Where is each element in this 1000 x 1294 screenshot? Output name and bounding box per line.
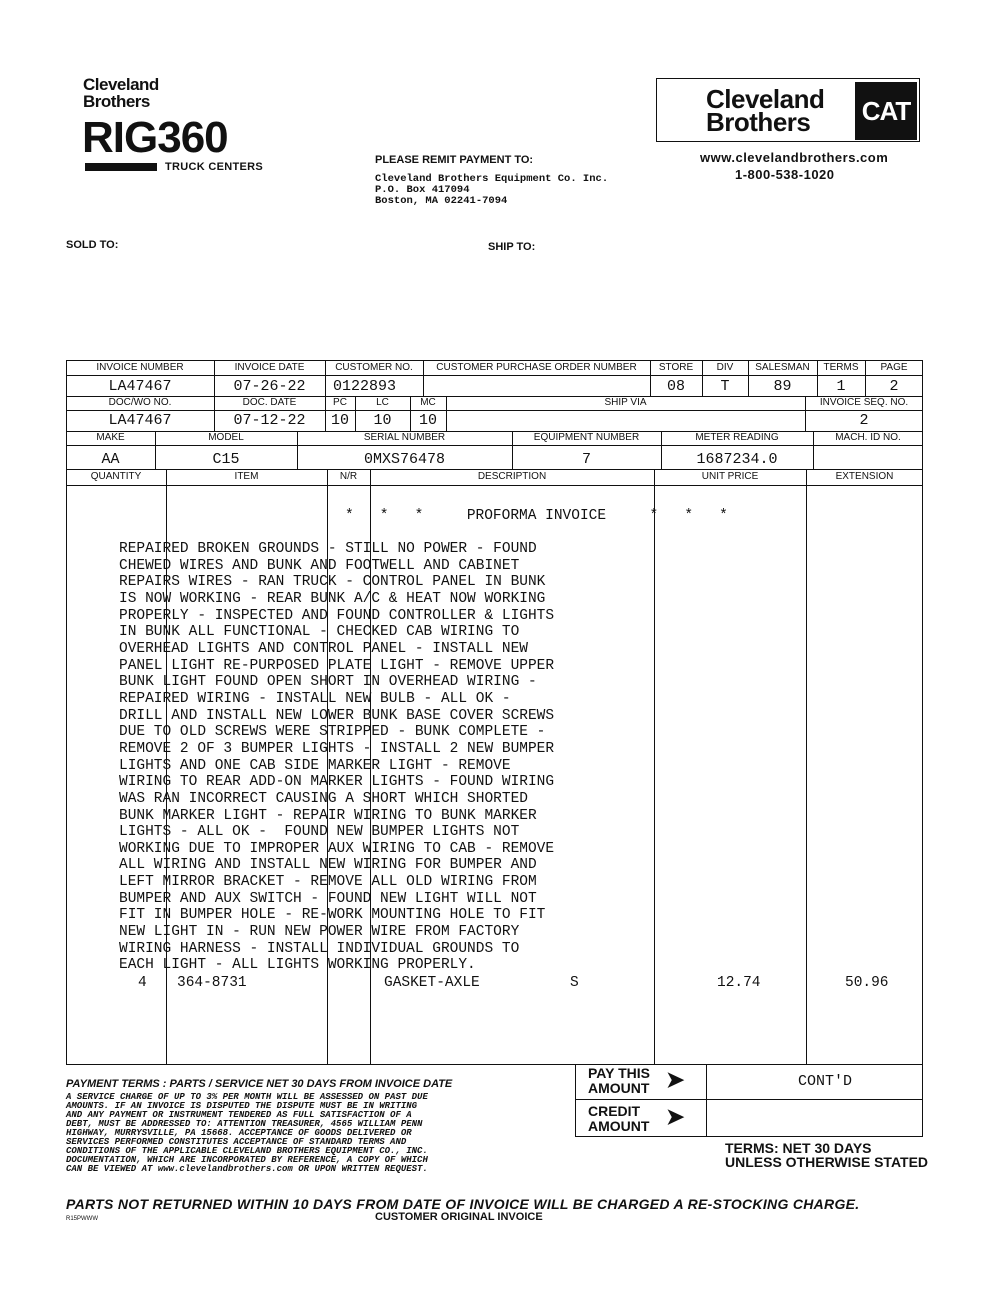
item-number: 364-8731 — [177, 975, 247, 991]
narrative-line: LIGHTS - ALL OK - FOUND NEW BUMPER LIGHTS NOT — [119, 824, 520, 841]
hdr-pc: PC — [333, 397, 347, 408]
copy-label: CUSTOMER ORIGINAL INVOICE — [375, 1211, 543, 1223]
logo-line2: Brothers — [83, 92, 150, 111]
credit-line1: CREDIT — [588, 1103, 641, 1119]
hdr-equipment: EQUIPMENT NUMBER — [533, 432, 640, 443]
narrative-line: WIRING HARNESS - INSTALL INDIVIDUAL GROUNDS TO — [119, 940, 520, 957]
narrative-line: WAS RAN INCORRECT CAUSING A SHORT WHICH SHORTED — [119, 790, 528, 807]
hdr-invoice-seq: INVOICE SEQ. NO. — [819, 397, 909, 408]
sold-to-label: SOLD TO: — [66, 239, 119, 251]
narrative-line: ALL WIRING AND INSTALL NEW WIRING FOR BUMPER AND — [119, 857, 537, 874]
credit-amount-label — [588, 1104, 649, 1134]
serial-number: 0MXS76478 — [363, 451, 445, 468]
arrow-right-icon: ➤ — [666, 1067, 685, 1092]
remit-address — [375, 174, 608, 207]
hdr-ship-via: SHIP VIA — [604, 397, 647, 408]
proforma-heading: * * * PROFORMA INVOICE * * * — [345, 508, 728, 524]
equipment-number: 7 — [581, 451, 591, 468]
payment-terms-title: PAYMENT TERMS : PARTS / SERVICE NET 30 DAYS FROM INVOICE DATE — [66, 1078, 453, 1090]
invoice-seq: 2 — [859, 412, 869, 429]
hdr-invoice-number: INVOICE NUMBER — [96, 362, 184, 373]
terms-line: AMOUNTS. IF AN INVOICE IS DISPUTED THE DISPUTE MUST BE IN WRITING — [66, 1101, 418, 1111]
model: C15 — [212, 451, 240, 468]
cat-logo: CAT — [855, 82, 917, 140]
arrow-right-icon: ➤ — [666, 1104, 685, 1129]
narrative-line: REPAIRED BROKEN GROUNDS - STILL NO POWER - FOUND — [119, 541, 537, 557]
doc-date: 07-12-22 — [233, 412, 306, 429]
hdr-div: DIV — [716, 362, 734, 373]
cb-logo-line2: Brothers — [706, 107, 811, 137]
remit-line3: Boston, MA 02241-7094 — [375, 195, 508, 207]
terms-line: CAN BE VIEWED AT www.clevelandbrothers.com OR UPON WRITTEN REQUEST. — [66, 1164, 428, 1174]
make: AA — [101, 451, 120, 468]
narrative-line: OVERHEAD LIGHTS AND CONTROL PANEL - INSTALL NEW — [119, 640, 528, 657]
ship-to-label: SHIP TO: — [488, 241, 536, 253]
terms: 1 — [836, 378, 846, 395]
item-unit-price: 12.74 — [717, 975, 761, 991]
net-terms-line2: UNLESS OTHERWISE STATED — [725, 1154, 929, 1170]
hdr-doc-date: DOC. DATE — [242, 397, 297, 408]
payment-terms-text — [66, 1093, 428, 1174]
narrative-line: DUE TO OLD SCREWS WERE STRIPPED - BUNK COMPLETE - — [119, 724, 546, 741]
credit-line2: AMOUNT — [588, 1118, 650, 1134]
narrative-line: WIRING TO REAR ADD-ON MARKER LIGHTS - FOUND WIRING — [119, 774, 555, 791]
narrative-line: REPAIRED WIRING - INSTALL NEW BULB - ALL OK - — [119, 690, 511, 707]
cb-logo-line1: Cleveland — [706, 84, 825, 114]
terms-line: HIGHWAY, MURRYSVILLE, PA 15668. ACCEPTANCE OF GOODS DELIVERED OR — [66, 1128, 412, 1138]
rig360-logo: RIG360 — [82, 113, 228, 162]
hdr-description: DESCRIPTION — [477, 471, 547, 482]
narrative-line: IN BUNK ALL FUNCTIONAL - CHECKED CAB WIRING TO — [119, 624, 520, 641]
invoice-date: 07-26-22 — [233, 378, 306, 395]
narrative-line: LEFT MIRROR BRACKET - REMOVE ALL OLD WIRING FROM — [119, 874, 537, 891]
hdr-meter: METER READING — [695, 432, 779, 443]
terms-line: A SERVICE CHARGE OF UP TO 3% PER MONTH WILL BE ASSESSED ON PAST DUE — [66, 1092, 428, 1102]
hdr-page: PAGE — [880, 362, 908, 373]
narrative-line: REPAIRS WIRES - RAN TRUCK - CONTROL PANEL IN BUNK — [119, 574, 546, 591]
narrative-line: BUNK LIGHT FOUND OPEN SHORT IN OVERHEAD WIRING - — [119, 674, 537, 691]
narrative-line: EACH LIGHT - ALL LIGHTS WORKING PROPERLY. — [119, 957, 476, 974]
narrative-line: DRILL AND INSTALL NEW LOWER BUNK BASE COVER SCREWS — [119, 707, 555, 724]
logo-line1: Cleveland — [83, 75, 159, 94]
cb-logo-text — [706, 84, 825, 137]
rig360-logo-cleveland — [83, 76, 159, 110]
hdr-terms: TERMS — [823, 362, 859, 373]
pay-this-line2: AMOUNT — [588, 1080, 650, 1096]
doc-wo-no: LA47467 — [108, 412, 172, 429]
terms-line: AND ANY PAYMENT OR INSTRUMENT TENDERED AS FULL SATISFACTION OF A — [66, 1110, 412, 1120]
restocking-warning: PARTS NOT RETURNED WITHIN 10 DAYS FROM DATE OF INVOICE WILL BE CHARGED A RE-STOCKING CHARGE. — [66, 1196, 860, 1212]
hdr-make: MAKE — [96, 432, 125, 443]
pc: 10 — [330, 412, 349, 429]
narrative-line: BUNK MARKER LIGHT - REPAIR WIRING TO BUNK MARKER — [119, 807, 537, 824]
hdr-mach-id: MACH. ID NO. — [835, 432, 901, 443]
narrative-line: WORKING DUE TO IMPROPER AUX WIRING TO CAB - REMOVE — [119, 840, 555, 857]
store: 08 — [666, 378, 685, 395]
hdr-mc: MC — [420, 397, 436, 408]
terms-line: CONDITIONS OF THE APPLICABLE CLEVELAND BROTHERS EQUIPMENT CO., INC. — [66, 1146, 428, 1156]
remit-line1: Cleveland Brothers Equipment Co. Inc. — [375, 173, 609, 185]
invoice-number: LA47467 — [108, 378, 172, 395]
website: www.clevelandbrothers.com — [700, 150, 889, 165]
narrative-line: LIGHTS AND ONE CAB SIDE MARKER LIGHT - REMOVE — [119, 757, 511, 774]
hdr-customer-no: CUSTOMER NO. — [335, 362, 413, 373]
hdr-unit-price: UNIT PRICE — [701, 471, 759, 482]
net-terms-line1: TERMS: NET 30 DAYS — [725, 1140, 872, 1156]
logo-bar — [85, 163, 157, 171]
narrative-line: BUMPER AND AUX SWITCH - FOUND NEW LIGHT WILL NOT — [119, 890, 537, 907]
phone-number: 1-800-538-1020 — [735, 167, 835, 182]
narrative-line: IS NOW WORKING - REAR BUNK A/C & HEAT NOW WORKING — [119, 590, 546, 607]
remit-line2: P.O. Box 417094 — [375, 184, 470, 196]
narrative-line: NEW LIGHT IN - RUN NEW POWER WIRE FROM FACTORY — [119, 924, 520, 941]
lc: 10 — [373, 412, 392, 429]
narrative-line: CHEWED WIRES AND BUNK AND FOOTWELL AND CABINET — [119, 557, 520, 574]
hdr-doc-wo: DOC/WO NO. — [108, 397, 172, 408]
hdr-quantity: QUANTITY — [90, 471, 142, 482]
hdr-po: CUSTOMER PURCHASE ORDER NUMBER — [436, 362, 637, 373]
terms-line: SERVICES PERFORMED CONSTITUTES ACCEPTANCE OF STANDARD TERMS AND — [66, 1137, 407, 1147]
hdr-item: ITEM — [234, 471, 259, 482]
hdr-serial: SERIAL NUMBER — [363, 432, 446, 443]
narrative-line: PROPERLY - INSPECTED AND FOUND CONTROLLER & LIGHTS — [119, 607, 555, 624]
terms-line: DOCUMENTATION, WHICH ARE INCORPORATED BY REFERENCE, A COPY OF WHICH — [66, 1155, 428, 1165]
item-quantity: 4 — [138, 975, 147, 991]
truck-centers-label: TRUCK CENTERS — [165, 161, 264, 173]
work-narrative — [119, 541, 554, 974]
meter-reading: 1687234.0 — [696, 451, 778, 468]
hdr-salesman: SALESMAN — [755, 362, 810, 373]
hdr-model: MODEL — [208, 432, 244, 443]
narrative-line: FIT IN BUMPER HOLE - RE-WORK MOUNTING HOLE TO FIT — [119, 907, 546, 924]
pay-this-amount-label — [588, 1066, 650, 1096]
hdr-store: STORE — [658, 362, 694, 373]
hdr-invoice-date: INVOICE DATE — [234, 362, 305, 373]
remit-label: PLEASE REMIT PAYMENT TO: — [375, 154, 534, 166]
pay-this-line1: PAY THIS — [588, 1065, 650, 1081]
hdr-lc: LC — [376, 397, 389, 408]
page-number: 2 — [889, 378, 899, 395]
narrative-line: REMOVE 2 OF 3 BUMPER LIGHTS - INSTALL 2 NEW BUMPER — [119, 740, 555, 757]
item-description: GASKET-AXLE — [384, 975, 480, 991]
item-flag: S — [570, 975, 579, 991]
hdr-nr: N/R — [339, 471, 358, 482]
narrative-line: PANEL LIGHT RE-PURPOSED PLATE LIGHT - REMOVE UPPER — [119, 657, 555, 674]
item-extension: 50.96 — [845, 975, 889, 991]
customer-no: 0122893 — [333, 378, 397, 395]
salesman: 89 — [773, 378, 792, 395]
pay-this-amount-value: CONT'D — [798, 1073, 853, 1090]
form-code: R15PWWW — [66, 1216, 98, 1222]
mc: 10 — [418, 412, 437, 429]
net-terms — [725, 1141, 928, 1169]
terms-line: DEBT, MUST BE ADDRESSED TO: ATTENTION TREASURER, 4565 WILLIAM PENN — [66, 1119, 423, 1129]
hdr-extension: EXTENSION — [835, 471, 894, 482]
div: T — [720, 378, 730, 395]
